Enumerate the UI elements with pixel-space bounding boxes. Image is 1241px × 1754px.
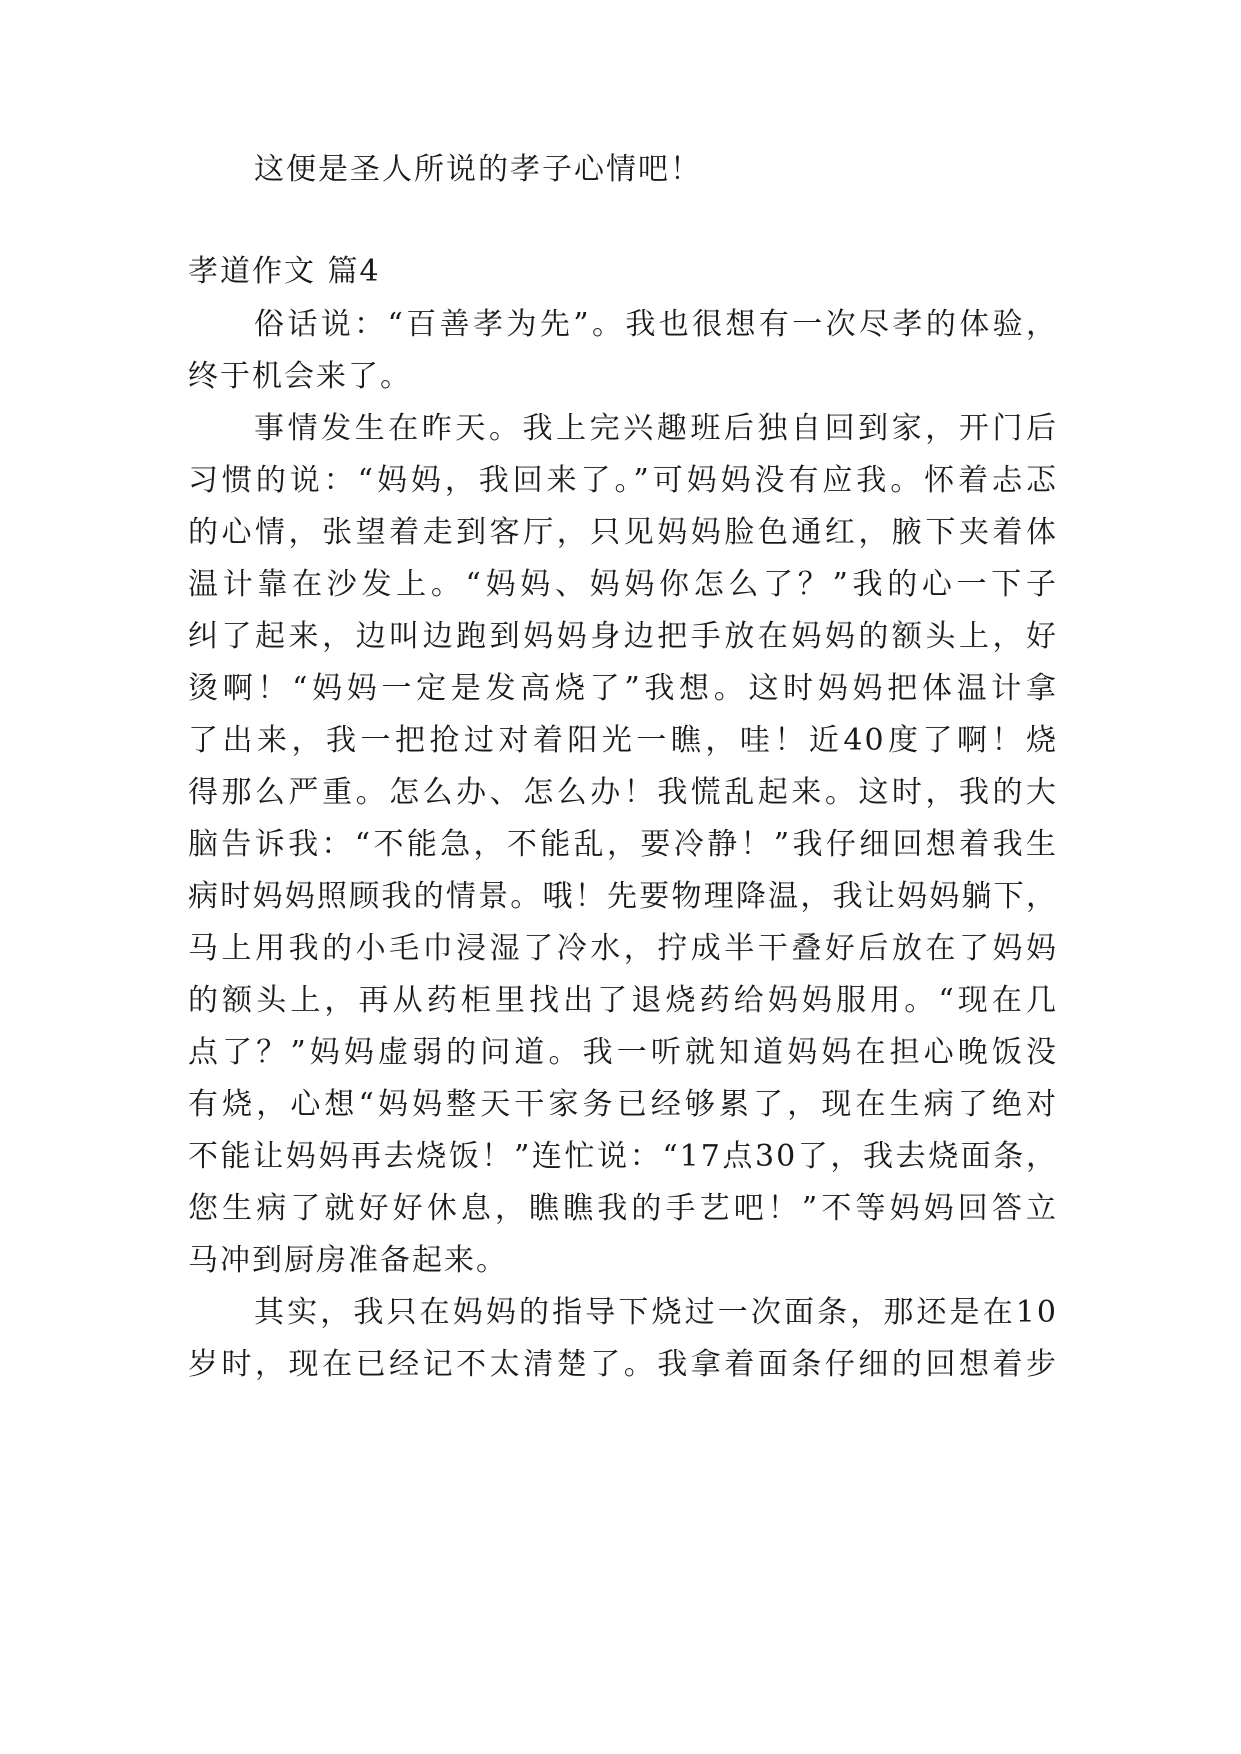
paragraph-line: 俗话说：“百善孝为先”。我也很想有一次尽孝的体验， [254,307,1058,342]
paragraph-line: 马上用我的小毛巾浸湿了冷水，拧成半干叠好后放在了妈妈 [188,931,1058,966]
paragraph-line: 其实，我只在妈妈的指导下烧过一次面条，那还是在10 [254,1295,1058,1330]
paragraph-line: 得那么严重。怎么办、怎么办！我慌乱起来。这时，我的大 [188,775,1058,810]
paragraph-line: 习惯的说：“妈妈，我回来了。”可妈妈没有应我。怀着忐忑 [188,463,1058,498]
paragraph-line: 的额头上，再从药柜里找出了退烧药给妈妈服用。“现在几 [188,983,1058,1018]
paragraph-line: 事情发生在昨天。我上完兴趣班后独自回到家，开门后 [254,411,1058,446]
paragraph-line: 有烧，心想“妈妈整天干家务已经够累了，现在生病了绝对 [188,1087,1058,1122]
paragraph-line: 岁时，现在已经记不太清楚了。我拿着面条仔细的回想着步 [188,1347,1058,1382]
paragraph-line: 这便是圣人所说的孝子心情吧！ [254,152,702,187]
paragraph-line: 烫啊！“妈妈一定是发高烧了”我想。这时妈妈把体温计拿 [188,671,1058,706]
paragraph-line: 病时妈妈照顾我的情景。哦！先要物理降温，我让妈妈躺下， [188,879,1058,914]
paragraph-line: 的心情，张望着走到客厅，只见妈妈脸色通红，腋下夹着体 [188,515,1058,550]
paragraph-line: 温计靠在沙发上。“妈妈、妈妈你怎么了？”我的心一下子 [188,567,1058,602]
paragraph-line: 您生病了就好好休息，瞧瞧我的手艺吧！”不等妈妈回答立 [188,1191,1058,1226]
paragraph-line: 终于机会来了。 [188,359,412,394]
paragraph-line: 不能让妈妈再去烧饭！”连忙说：“17点30了，我去烧面条， [188,1139,1058,1174]
section-heading: 孝道作文 篇4 [188,254,381,289]
paragraph-line: 纠了起来，边叫边跑到妈妈身边把手放在妈妈的额头上，好 [188,619,1058,654]
paragraph-line: 脑告诉我：“不能急，不能乱，要冷静！”我仔细回想着我生 [188,827,1058,862]
paragraph-line: 了出来，我一把抢过对着阳光一瞧，哇！近40度了啊！烧 [188,723,1058,758]
paragraph-line: 马冲到厨房准备起来。 [188,1243,508,1278]
paragraph-line: 点了？”妈妈虚弱的问道。我一听就知道妈妈在担心晚饭没 [188,1035,1058,1070]
